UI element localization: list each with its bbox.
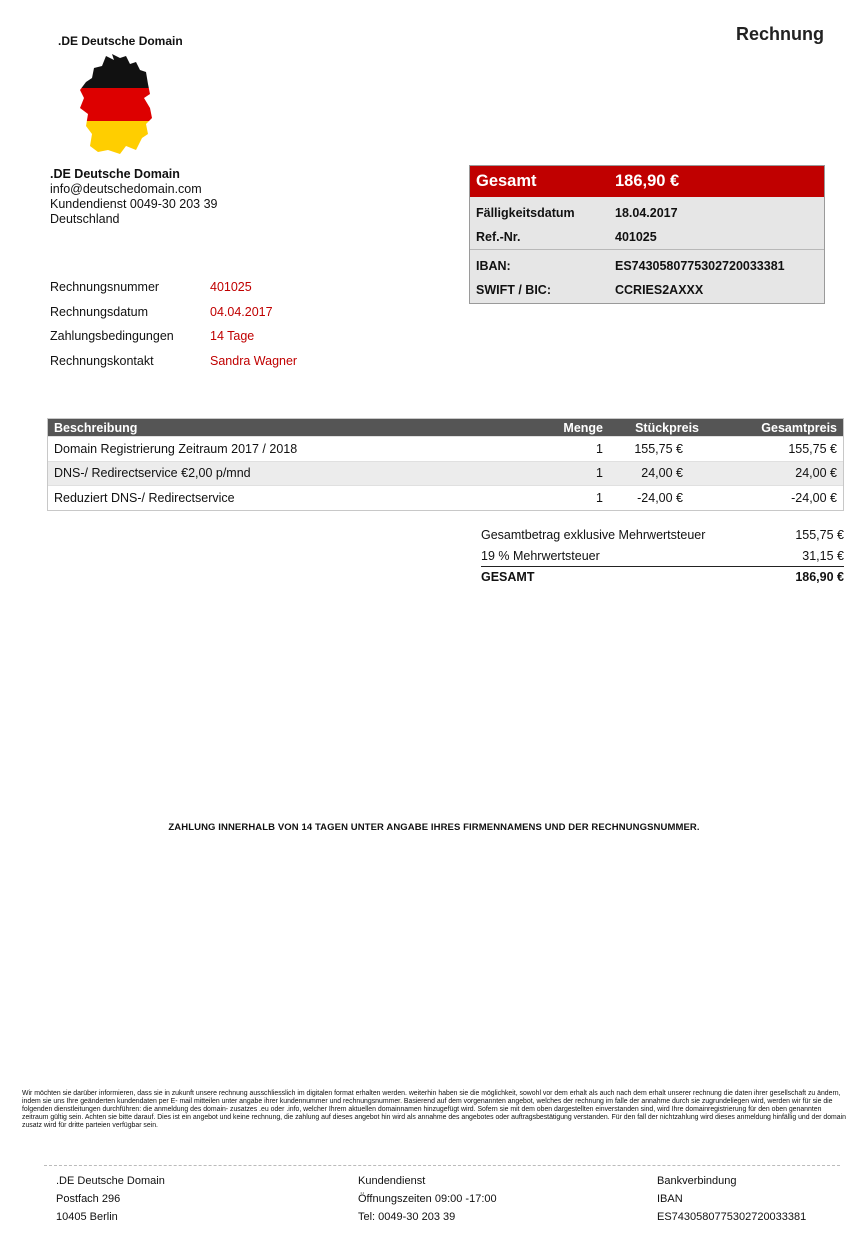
meta-row [50,329,297,354]
meta-label: Rechnungsdatum [50,304,148,319]
fine-print: Wir möchten sie darüber informieren, dass sie in zukunft unsere rechnung ausschliesslich im digitalen format erhalten werden. weiterhin haben sie die möglichkeit, sowohl vor dem erhalt als auch nach dem erhalt unserer rechnung die daten ihrer gesellschaft zu ändern, indem sie uns Ihre geänderten kundendaten per E- mail mitteilen unter angabe ihrer kundennummer und rechnungsnummer. Basierend auf dem vorgenannten angebot, welches der rechnung im falle der annahme durch sie zugrundeliegen wird, werden wir für sie die folgenden dienstleitungen durchführen: die anmeldung des domain- zusatzes .eu oder .info, welcher Ihrem aktuellen domainnamen hinzugefügt wird. Sofern sie mit dem oben dargestellten einverstanden sind, wird Ihre domainregistrierung für den oben genannten zeitraum gültig sein. Achten sie bitte darauf. Dies ist ein angebot und keine rechnung, die zahlung auf dieses angebot hin wird als annahme des angebotes oder auftragsbestätigung verstanden. Für den fall der nichtzahlung wird dieses anmeldung hinfällig und der domain zusatz wird für dritte parteien verfügbar sein. [22,1090,846,1130]
cell-quantity: 1 [596,490,603,505]
summary-iban-label: IBAN: [476,259,511,273]
cell-total-price: 24,00 € [795,466,837,481]
footer-line: IBAN [657,1193,683,1205]
col-description: Beschreibung [54,420,138,435]
sender-email: info@deutschedomain.com [50,182,202,196]
meta-row [50,305,297,330]
footer-line: ES7430580775302720033381 [657,1211,807,1223]
cell-total-price: 155,75 € [788,441,837,456]
cell-unit-price: -24,00 € [637,490,683,505]
summary-ref-row [470,225,824,249]
sender-country: Deutschland [50,212,120,226]
footer-support [358,1172,497,1226]
summary-total-value: 186,90 € [615,172,680,190]
summary-due-row [470,201,824,225]
footer-line: Bankverbindung [657,1175,737,1187]
summary-bic-value: CCRIES2AXXX [615,283,704,297]
table-row [48,485,843,510]
footer-line: Postfach 296 [56,1193,121,1205]
payment-summary-box [469,165,825,304]
meta-label: Zahlungsbedingungen [50,329,174,343]
meta-value: Sandra Wagner [210,353,298,368]
col-unit-price: Stückpreis [635,420,699,435]
totals-vat-row [481,545,844,566]
document-title: Rechnung [736,24,824,44]
meta-label: Rechnungsnummer [50,280,160,294]
meta-value: 14 Tage [210,329,255,343]
footer-company [56,1172,165,1226]
cell-unit-price: 155,75 € [634,441,683,456]
col-total-price: Gesamtpreis [761,420,837,435]
brand-name: .DE Deutsche Domain [58,34,183,48]
footer-line: Tel: 0049-30 203 39 [358,1211,456,1223]
meta-label: Rechnungskontakt [50,353,154,368]
cell-unit-price: 24,00 € [641,466,683,481]
table-row [48,461,843,486]
totals-net-value: 155,75 € [795,527,844,542]
payment-notice: ZAHLUNG INNERHALB VON 14 TAGEN UNTER ANGABE IHRES FIRMENNAMENS UND DER RECHNUNGSNUMMER. [168,822,700,833]
footer-bank [657,1172,806,1226]
totals-grand-value: 186,90 € [795,570,844,584]
meta-row [50,280,297,305]
meta-row [50,354,297,379]
summary-due-value: 18.04.2017 [615,206,678,220]
table-row [48,436,843,461]
totals-grand-label: GESAMT [481,570,535,584]
footer-line: 10405 Berlin [56,1211,118,1223]
totals-net-row [481,524,844,545]
summary-ref-label: Ref.-Nr. [476,230,521,244]
summary-bic-row [470,278,824,302]
line-items-table [47,418,844,511]
cell-quantity: 1 [596,466,603,481]
footer-divider [44,1165,840,1166]
meta-value: 04.04.2017 [210,304,273,319]
cell-description: Reduziert DNS-/ Redirectservice [54,490,235,505]
sender-name: .DE Deutsche Domain [50,167,180,181]
sender-address [50,167,218,227]
summary-due-label: Fälligkeitsdatum [476,206,575,220]
totals-grand-row [481,566,844,587]
totals-block [481,524,844,587]
cell-total-price: -24,00 € [791,490,837,505]
summary-ref-value: 401025 [615,230,657,244]
totals-vat-label: 19 % Mehrwertsteuer [481,548,600,563]
footer-line: Öffnungszeiten 09:00 -17:00 [358,1193,497,1205]
germany-flag-map-logo [76,54,158,154]
sender-phone: Kundendienst 0049-30 203 39 [50,197,218,211]
footer-line: .DE Deutsche Domain [56,1175,165,1187]
cell-description: Domain Registrierung Zeitraum 2017 / 2018 [54,441,298,456]
col-quantity: Menge [563,420,603,435]
invoice-meta [50,280,297,378]
cell-quantity: 1 [596,441,603,456]
summary-total-row [470,166,824,197]
table-header [48,419,843,436]
footer-line: Kundendienst [358,1175,426,1187]
totals-net-label: Gesamtbetrag exklusive Mehrwertsteuer [481,527,706,542]
totals-vat-value: 31,15 € [802,548,844,563]
summary-bic-label: SWIFT / BIC: [476,283,551,297]
meta-value: 401025 [210,280,252,294]
summary-total-label: Gesamt [476,172,537,190]
summary-iban-row [470,254,824,278]
summary-iban-value: ES7430580775302720033381 [615,259,785,273]
cell-description: DNS-/ Redirectservice €2,00 p/mnd [54,466,251,481]
